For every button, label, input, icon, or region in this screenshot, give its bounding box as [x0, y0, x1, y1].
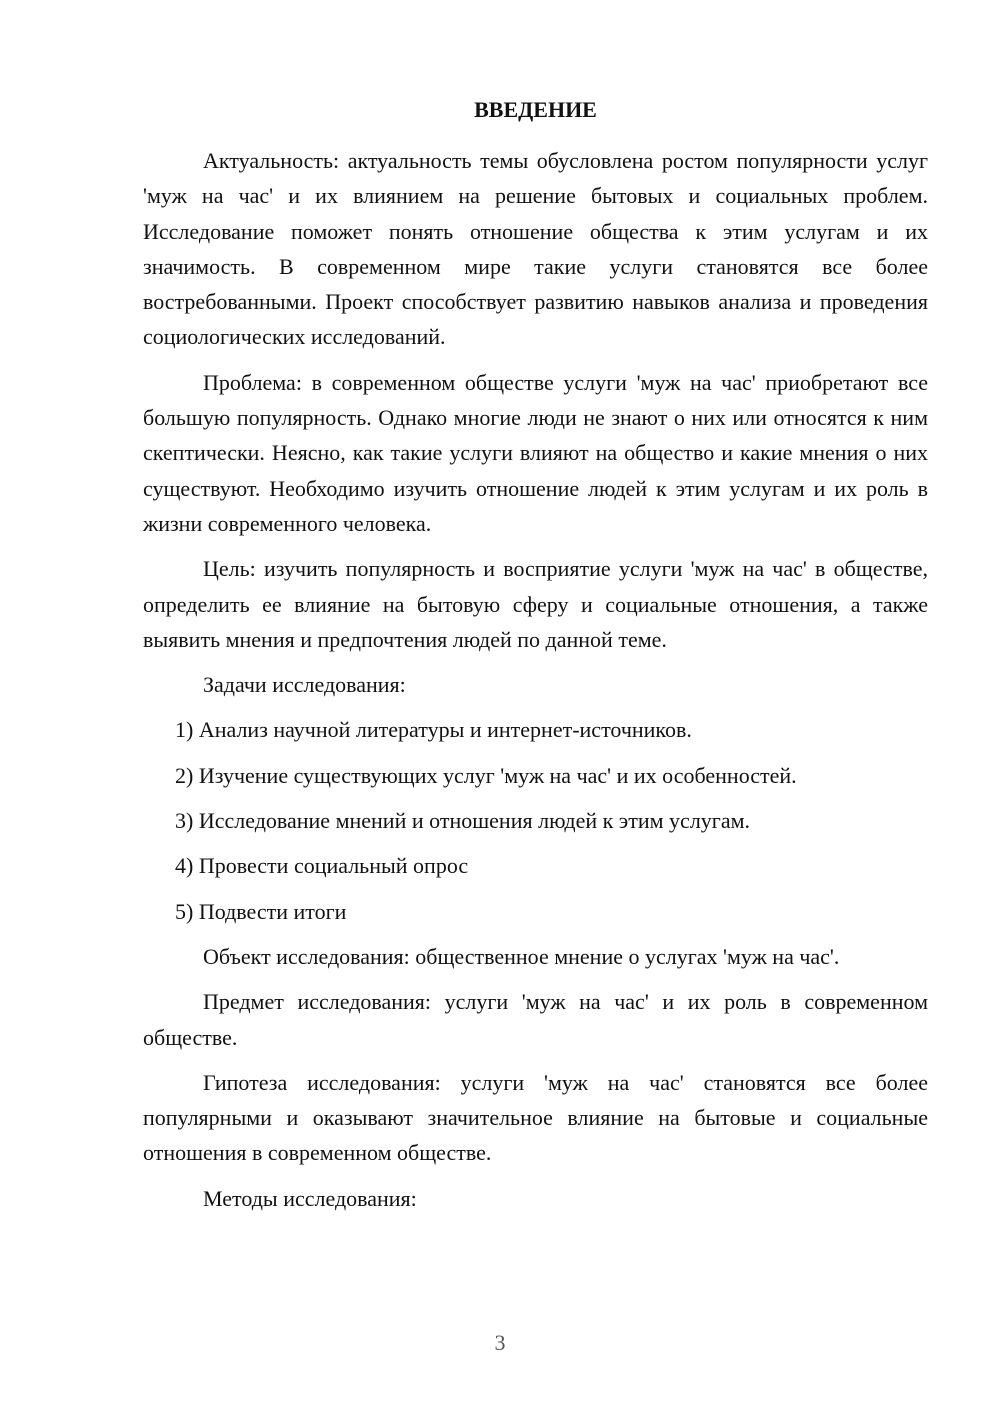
- page-number: 3: [494, 1330, 506, 1355]
- paragraph-problem: Проблема: в современном обществе услуги 'муж на час' приобретают все большую популярность. Однако многие люди не знают о них или относятся к ним скептически. Неясно, как такие услуги влияют на общество и какие мнения о них существуют. Необходимо изучить отношение людей к этим услугам и их роль в жизни современного человека.: [143, 369, 928, 536]
- tasks-heading: Задачи исследования:: [203, 672, 406, 698]
- paragraph-goal: Цель: изучить популярность и восприятие услуги 'муж на час' в обществе, определить ее влияние на бытовую сферу и социальные отношения, а также выявить мнения и предпочтения людей по данной теме.: [143, 556, 928, 652]
- paragraph-hypothesis: Гипотеза исследования: услуги 'муж на час' становятся все более популярными и оказывают значительное влияние на бытовые и социальные отношения в современном обществе.: [143, 1069, 928, 1166]
- task-item: 1) Анализ научной литературы и интернет-источников.: [175, 717, 692, 743]
- task-item: 2) Изучение существующих услуг 'муж на час' и их особенностей.: [175, 762, 797, 788]
- paragraph-relevance: Актуальность: актуальность темы обусловлена ростом популярности услуг 'муж на час' и их влиянием на решение бытовых и социальных проблем. Исследование поможет понять отношение общества к этим услугам и их значимость. В современном мире такие услуги становятся все более востребованными. Проект способствует развитию навыков анализа и проведения социологических исследований.: [143, 148, 928, 350]
- paragraph-subject: Предмет исследования: услуги 'муж на час' и их роль в современном обществе.: [143, 989, 928, 1050]
- task-item: 4) Провести социальный опрос: [175, 853, 469, 879]
- page-title: ВВЕДЕНИЕ: [474, 97, 597, 122]
- task-item: 5) Подвести итоги: [175, 898, 347, 924]
- methods-heading: Методы исследования:: [203, 1185, 417, 1211]
- page-content: [143, 92, 928, 1226]
- paragraph-object: Объект исследования: общественное мнение о услугах 'муж на час'.: [203, 943, 840, 969]
- task-item: 3) Исследование мнений и отношения людей к этим услугам.: [175, 808, 751, 834]
